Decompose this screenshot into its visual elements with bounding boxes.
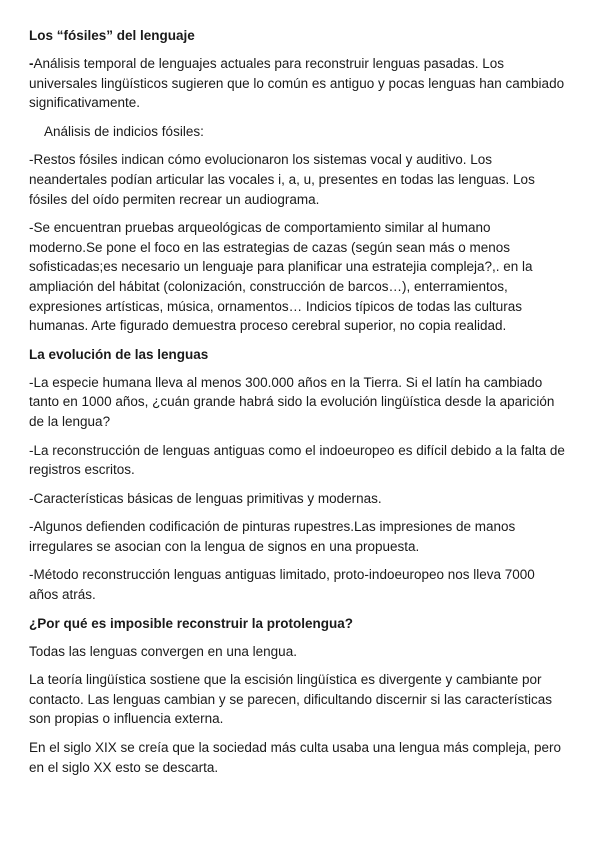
paragraph: Todas las lenguas convergen en una lengua. xyxy=(29,643,297,659)
intro-text: Análisis temporal de lenguajes actuales para reconstruir lenguas pasadas. Los universales lingüísticos sugieren que lo común es antiguo y pocas lenguas han cambiado significativamente. xyxy=(29,56,565,111)
paragraph: -La especie humana lleva al menos 300.000 años en la Tierra. Si el latín ha cambiado tanto en 1000 años, ¿cuán grande habrá sido la evolución lingüística desde la aparición de la lengua? xyxy=(29,374,555,429)
paragraph: -Método reconstrucción lenguas antiguas limitado, proto-indoeuropeo nos lleva 7000 años atrás. xyxy=(29,567,535,603)
fossil-clues-subheading: Análisis de indicios fósiles: xyxy=(44,123,204,139)
section-title-evolution: La evolución de las lenguas xyxy=(29,346,209,362)
paragraph: -Características básicas de lenguas primitivas y modernas. xyxy=(29,490,382,506)
paragraph: -Se encuentran pruebas arqueológicas de comportamiento similar al humano moderno.Se pone el foco en las estrategias de cazas (según sean más o menos sofisticadas;es necesario un lenguaje para planificar una estratejia compleja?,. en la ampliación del hábitat (colonización, construcción de barcos…), enterramientos, expresiones artísticas, música, ornamentos… Indicios típicos de todas las culturas humanas. Arte figurado demuestra proceso cerebral superior, no copia realidad. xyxy=(29,220,533,334)
paragraph: La teoría lingüística sostiene que la escisión lingüística es divergente y cambiante por contacto. Las lenguas cambian y se parecen, dificultando discernir si las características son propias o influencia externa. xyxy=(29,672,553,727)
paragraph: -Algunos defienden codificación de pinturas rupestres.Las impresiones de manos irregulares se asocian con la lengua de signos en una propuesta. xyxy=(29,519,516,554)
section-title-protolanguage: ¿Por qué es imposible reconstruir la protolengua? xyxy=(29,615,354,631)
intro-dash: - xyxy=(29,56,34,71)
section-title-fossils: Los “fósiles” del lenguaje xyxy=(29,28,195,43)
paragraph: -Restos fósiles indican cómo evolucionaron los sistemas vocal y auditivo. Los neandertales podían articular las vocales i, a, u, presentes en todas las lenguas. Los fósiles del oído permiten recrear un audiograma. xyxy=(29,152,535,207)
intro-paragraph xyxy=(29,54,566,113)
paragraph: -La reconstrucción de lenguas antiguas como el indoeuropeo es difícil debido a la falta de registros escritos. xyxy=(29,442,565,478)
paragraph: En el siglo XIX se creía que la sociedad más culta usaba una lengua más compleja, pero en el siglo XX esto se descarta. xyxy=(29,740,562,775)
